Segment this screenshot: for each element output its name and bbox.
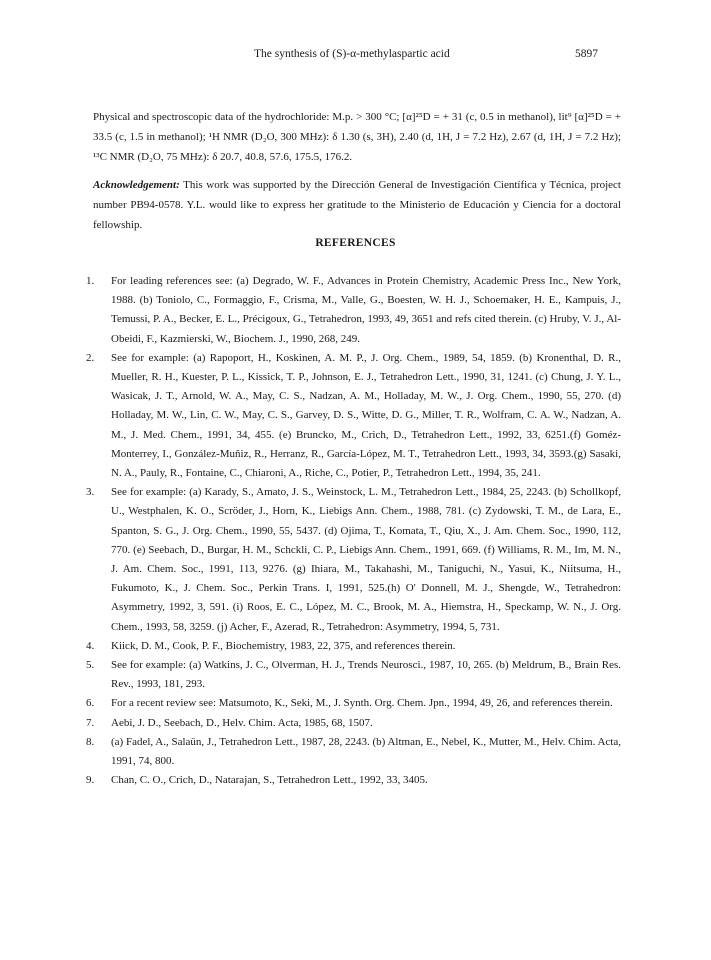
page-number: 5897 [575,48,598,60]
reference-text: For leading references see: (a) Degrado, W. F., Advances in Protein Chemistry, Academic Press Inc., New York, 1988. (b) Toniolo, C., Formaggio, F., Crisma, M., Valle, G., Boesten, W. H. J., Schoemaker, H. E., Kampuis, J., Temussi, P. A., Becker, E. L., Précigoux, G., Tetrahedron, 1993, 49, 3651 and refs cited therein. (c) Hruby, V. J., Al-Obeidi, F., Kazmierski, W., Biochem. J., 1990, 268, 249. [111,275,621,345]
reference-item [86,733,621,771]
reference-text: Chan, C. O., Crich, D., Natarajan, S., Tetrahedron Lett., 1992, 33, 3405. [111,774,428,787]
reference-number: 8. [86,735,95,748]
reference-item [86,694,621,713]
references-heading: REFERENCES [315,237,396,249]
reference-text: For a recent review see: Matsumoto, K., Seki, M., J. Synth. Org. Chem. Jpn., 1994, 49, 26, and references therein. [111,697,613,710]
reference-list [86,272,621,790]
reference-number: 6. [86,697,95,710]
reference-number: 7. [86,716,95,729]
reference-text: Kiick, D. M., Cook, P. F., Biochemistry, 1983, 22, 375, and references therein. [111,639,456,652]
reference-item [86,483,621,637]
reference-text: See for example: (a) Karady, S., Amato, J. S., Weinstock, L. M., Tetrahedron Lett., 1984, 25, 2243. (b) Schollkopf, U., Westphalen, K. O., Scröder, J., Horn, K., Liebigs Ann. Chem., 1988, 781. (c) Zydowski, T. M., de Lara, E., Spanton, S. G., J. Org. Chem., 1990, 55, 5437. (d) Ojima, T., Komata, T., Qiu, X., J. Am. Chem. Soc., 1990, 112, 770. (e) Seebach, D., Burgar, H. M., Schckli, C. P., Liebigs Ann. Chem., 1991, 669. (f) Williams, R. M., Im, M. N., J. Am. Chem. Soc., 1991, 113, 9276. (g) Ihiara, M., Takahashi, M., Taniguchi, N., Yasui, K., Niitsuma, H., Fukumoto, K., J. Chem. Soc., Perkin Trans. I, 1991, 525.(h) O' Donnell, M. J., Shengde, W., Tetrahedron: Asymmetry, 1992, 3, 591. (i) Roos, E. C., López, M. C., Brook, M. A., Hiemstra, H., Speckamp, W. N., J. Org. Chem., 1993, 58, 3259. (j) Acher, F., Azerad, R., Tetrahedron: Asymmetry, 1994, 5, 731. [111,486,621,633]
reference-number: 3. [86,486,95,499]
reference-item [86,637,621,656]
acknowledgement-text: This work was supported by the Dirección General de Investigación Científica y Técnica, project number PB94-0578. Y.L. would like to express her gratitude to the Ministerio de Educación y Ciencia for a doctoral fellowship. [93,179,621,231]
reference-item [86,349,621,483]
reference-number: 2. [86,351,95,364]
acknowledgement-paragraph [93,175,621,235]
acknowledgement-label: Acknowledgement: [93,179,180,191]
reference-item [86,272,621,349]
reference-item [86,656,621,694]
reference-text: See for example: (a) Rapoport, H., Koskinen, A. M. P., J. Org. Chem., 1989, 54, 1859. (b) Kronenthal, D. R., Mueller, R. H., Kuester, P. L., Kissick, T. P., Johnson, E. J., Tetrahedron Lett., 1990, 31, 1241. (c) Chung, J. Y. L., Wasicak, J. T., Arnold, W. A., May, C. S., Nadzan, A. M., Holladay, M. W., J. Org. Chem., 1990, 55, 270. (d) Holladay, M. W., Lin, C. W., May, C. S., Garvey, D. S., Witte, D. G., Miller, T. R., Wolfram, C. A. W., Nadzan, A. M., J. Med. Chem., 1991, 34, 455. (e) Bruncko, M., Crich, D., Tetrahedron Lett., 1992, 33, 6251.(f) Goméz-Monterrey, I., González-Muñiz, R., Herranz, R., García-López, M. T., Tetrahedron Lett., 1993, 34, 3593.(g) Sasaki, N. A., Pauly, R., Fontaine, C., Chiaroni, A., Riche, C., Potier, P., Tetrahedron Lett., 1994, 35, 241. [111,351,621,480]
reference-item [86,714,621,733]
reference-text: (a) Fadel, A., Salaün, J., Tetrahedron Lett., 1987, 28, 2243. (b) Altman, E., Nebel, K., Mutter, M., Helv. Chim. Acta, 1991, 74, 800. [111,735,621,768]
reference-item [86,771,621,790]
reference-number: 1. [86,275,95,287]
reference-text: See for example: (a) Watkins, J. C., Olverman, H. J., Trends Neurosci., 1987, 10, 265. (b) Meldrum, B., Brain Res. Rev., 1993, 181, 293. [111,659,621,691]
running-title: The synthesis of (S)-α-methylaspartic acid [254,48,450,60]
reference-number: 9. [86,774,95,787]
spectroscopic-data-paragraph: Physical and spectroscopic data of the hydrochloride: M.p. > 300 °C; [α]²⁵D = + 31 (c, 0.5 in methanol), lit⁹ [α]²⁵D = + 33.5 (c, 1.5 in methanol); ¹H NMR (D₂O, 300 MHz): δ 1.30 (s, 3H), 2.40 (d, 1H, J = 7.2 Hz), 2.67 (d, 1H, J = 7.2 Hz); ¹³C NMR (D₂O, 75 MHz): δ 20.7, 40.8, 57.6, 175.5, 176.2. [93,111,621,163]
reference-text: Aebi, J. D., Seebach, D., Helv. Chim. Acta, 1985, 68, 1507. [111,716,373,729]
reference-number: 5. [86,659,95,672]
reference-number: 4. [86,639,95,652]
